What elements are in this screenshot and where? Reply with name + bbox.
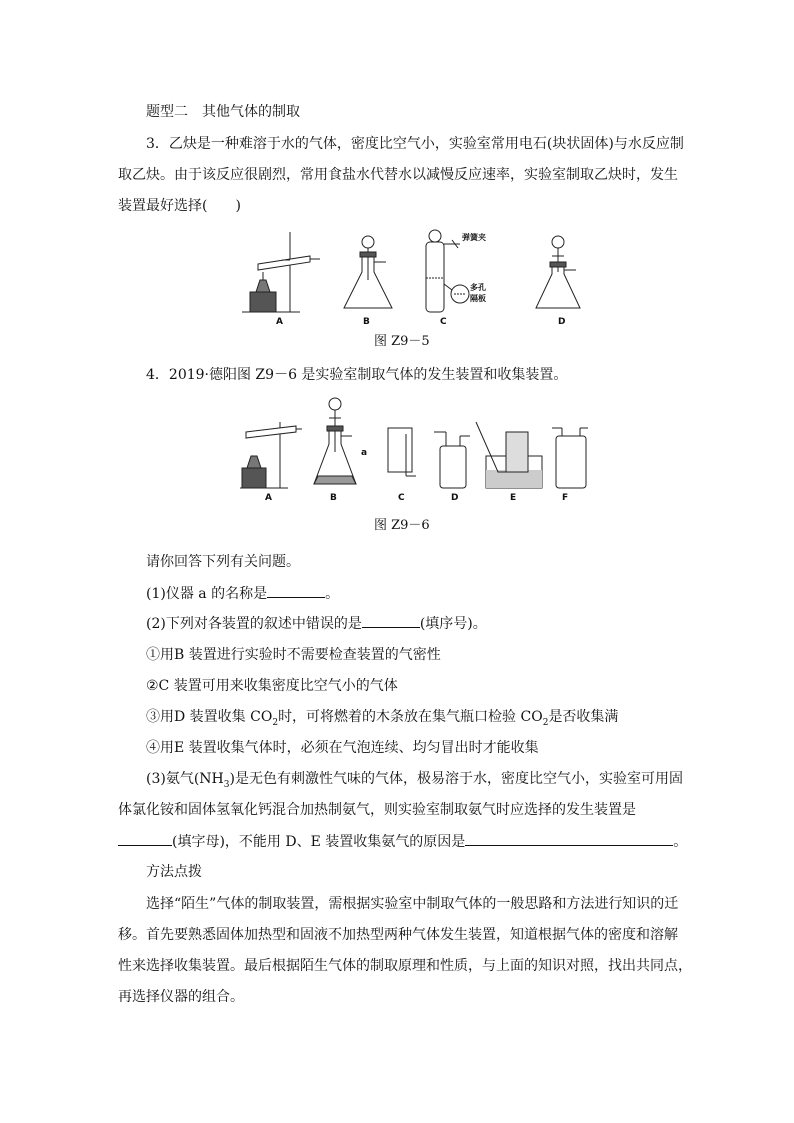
answer-blank-1[interactable] — [267, 584, 325, 598]
method-line-4: 再选择仪器的组合。 — [118, 989, 244, 1005]
q4-part-3-line-2: 体氯化铵和固体氢氧化钙混合加热制氨气，则实验室制取氨气时应选择的发生装置是 — [118, 802, 636, 818]
apparatus-c — [388, 428, 416, 476]
q4-part-3-text-a: (3)氨气(NH — [146, 771, 224, 787]
figure-label-a: A — [276, 317, 283, 327]
q4-part-3-line-1 — [146, 770, 683, 788]
apparatus-b — [344, 236, 392, 308]
method-line-1: 选择“陌生”气体的制取装置，需根据实验室中制取气体的一般思路和方法进行知识的迁 — [146, 896, 679, 912]
q4-part-3-line-3-end: 。 — [673, 834, 688, 850]
section-title: 题型二 其他气体的制取 — [146, 104, 300, 120]
apparatus-d — [536, 236, 580, 308]
figure-label-d: D — [558, 317, 566, 327]
answer-blank-4[interactable] — [465, 832, 673, 846]
option-3-text-c: 是否收集满 — [548, 709, 619, 725]
q4-part-1-end: 。 — [325, 586, 340, 602]
q4-part-3-text-b: )是无色有刺激性气味的气体，极易溶于水，密度比空气小，实验室可用固 — [229, 771, 683, 787]
figure-z9-6 — [238, 392, 590, 492]
q4-part-2-end: (填序号)。 — [419, 616, 487, 632]
figure-label-b: B — [363, 317, 370, 327]
figure-label-c: C — [440, 317, 447, 327]
option-3-sub-1: 2 — [272, 717, 279, 728]
figure-label-b: B — [330, 493, 337, 503]
q4-part-3-line-3-text: (填字母)，不能用 D、E 装置收集氨气的原因是 — [172, 834, 466, 850]
figure-caption-z9-5: 图 Z9－5 — [374, 334, 430, 349]
apparatus-b — [314, 398, 356, 484]
answer-blank-3[interactable] — [118, 832, 172, 846]
option-3-sub-2: 2 — [542, 717, 549, 728]
q4-part-2 — [146, 614, 487, 633]
option-3-text-b: 时，可将燃着的木条放在集气瓶口检验 CO — [278, 709, 543, 725]
method-line-2: 移。首先要熟悉固体加热型和固液不加热型两种气体发生装置，知道根据气体的密度和溶解 — [118, 927, 678, 943]
option-3-text-a: ③用D 装置收集 CO — [146, 709, 273, 725]
callout-plate-2: 隔板 — [470, 294, 486, 303]
figure-label-d: D — [451, 493, 459, 503]
q4-part-2-text: (2)下列对各装置的叙述中错误的是 — [146, 616, 362, 632]
figure-label-c: C — [398, 493, 405, 503]
option-2: ②C 装置可用来收集密度比空气小的气体 — [146, 678, 398, 694]
apparatus-d — [434, 432, 470, 488]
option-4: ④用E 装置收集气体时，必须在气泡连续、均匀冒出时才能收集 — [146, 740, 539, 756]
q3-line-1: 3．乙炔是一种难溶于水的气体，密度比空气小，实验室常用电石(块状固体)与水反应制 — [146, 136, 684, 152]
instrument-label-a: a — [361, 448, 368, 458]
answer-blank-2[interactable] — [362, 614, 420, 628]
q4-prompt: 请你回答下列有关问题。 — [146, 554, 300, 570]
method-line-3: 性来选择收集装置。最后根据陌生气体的制取原理和性质，与上面的知识对照，找出共同点， — [118, 958, 692, 974]
figure-caption-z9-6: 图 Z9－6 — [374, 518, 430, 533]
figure-label-f: F — [562, 493, 569, 503]
q3-line-3: 装置最好选择( ) — [118, 198, 241, 214]
callout-clip: 弹簧夹 — [462, 233, 486, 242]
q4-part-1-text: (1)仪器 a 的名称是 — [146, 586, 268, 602]
figure-label-a: A — [265, 493, 272, 503]
method-title: 方法点拨 — [146, 864, 202, 880]
q3-line-2: 取乙炔。由于该反应很剧烈，常用食盐水代替水以减慢反应速率，实验室制取乙炔时，发生 — [118, 167, 678, 183]
q4-part-1 — [146, 584, 339, 603]
q4-part-3-sub: 3 — [223, 779, 230, 790]
figure-label-e: E — [510, 493, 517, 503]
option-3 — [146, 708, 618, 726]
callout-plate-1: 多孔 — [470, 283, 486, 292]
apparatus-e — [476, 422, 542, 488]
apparatus-f — [552, 428, 588, 488]
apparatus-a — [240, 422, 302, 488]
q4-part-3-line-3 — [118, 832, 687, 851]
apparatus-a — [242, 232, 320, 312]
q4-intro: 4．2019·德阳图 Z9－6 是实验室制取气体的发生装置和收集装置。 — [146, 367, 568, 383]
option-1: ①用B 装置进行实验时不需要检查装置的气密性 — [146, 647, 441, 663]
figure-z9-5 — [240, 222, 580, 318]
